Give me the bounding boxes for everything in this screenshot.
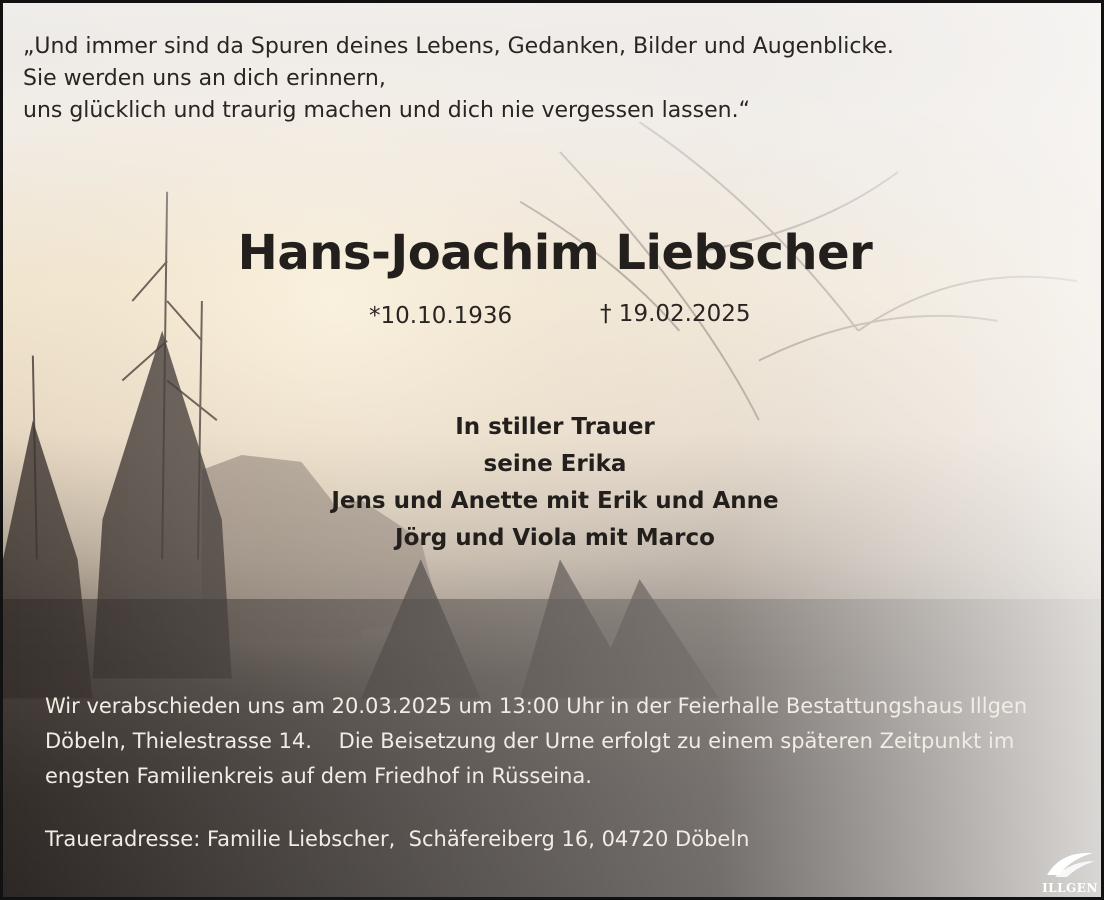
mourners-heading: In stiller Trauer [455, 414, 655, 440]
quote-line: uns glücklich und traurig machen und dich nie vergessen lassen.“ [23, 98, 750, 123]
mourner-line: seine Erika [483, 451, 627, 477]
ceremony-line: Wir verabschieden uns am 20.03.2025 um 13:00 Uhr in der Feierhalle Bestattungshaus Illgen [45, 694, 1028, 718]
mourner-line: Jens und Anette mit Erik und Anne [331, 488, 779, 514]
memorial-quote [23, 31, 1023, 127]
deceased-name: Hans-Joachim Liebscher [237, 225, 873, 281]
ceremony-details [45, 689, 1085, 794]
quote-line: Sie werden uns an dich erinnern, [23, 66, 386, 91]
ceremony-line: Döbeln, Thielestrasse 14. Die Beisetzung der Urne erfolgt zu einem späteren Zeitpunkt im [45, 729, 1015, 753]
illgen-logo-icon [1041, 847, 1099, 895]
quote-line: „Und immer sind da Spuren deines Lebens, Gedanken, Bilder und Augenblicke. [23, 34, 894, 59]
death-date: † 19.02.2025 [600, 301, 751, 327]
mourners-list [3, 409, 1104, 557]
ceremony-line: engsten Familienkreis auf dem Friedhof in Rüsseina. [45, 764, 592, 788]
logo-mark-icon [1041, 847, 1099, 881]
mourning-address: Traueradresse: Familie Liebscher, Schäfereiberg 16, 04720 Döbeln [45, 827, 750, 851]
logo-text: ILLGEN [1042, 881, 1098, 895]
birth-date: *10.10.1936 [369, 303, 513, 329]
mourner-line: Jörg und Viola mit Marco [395, 525, 715, 551]
